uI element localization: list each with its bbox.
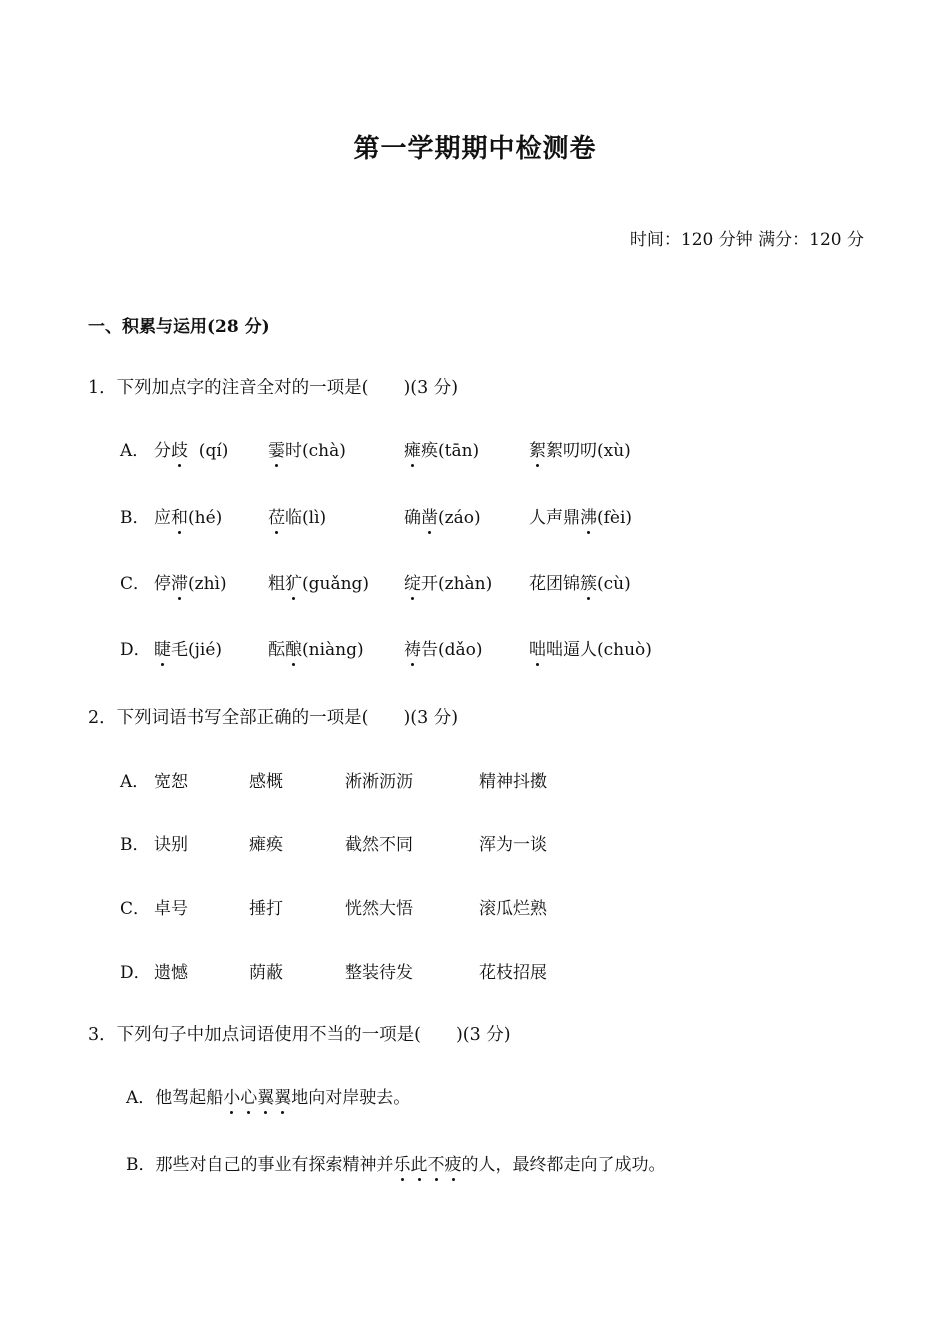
q2-option-d-word-2: 荫蔽 (249, 963, 283, 983)
q1-option-d-item-2: 酝酿(niàng) (268, 635, 364, 660)
emphasis-dot-char: 歧 (171, 436, 188, 461)
emphasis-dot-char: 沸 (580, 503, 597, 528)
q1-option-b-item-1: 应和(hé) (154, 503, 222, 528)
q1-option-a-label: A． (120, 441, 150, 461)
q1-option-b-item-4: 人声鼎沸(fèi) (529, 503, 632, 528)
q2-option-b-word-1: 诀别 (154, 835, 188, 855)
page-title: 第一学期期中检测卷 (353, 134, 597, 164)
q2-option-d-word-4: 花枝招展 (479, 963, 547, 983)
emphasis-dot-char: 此 (411, 1150, 428, 1175)
emphasis-dot-char: 小 (223, 1083, 240, 1108)
q1-option-d-item-4: 咄咄逼人(chuò) (529, 635, 652, 660)
emphasis-dot-char: 绽 (404, 569, 421, 594)
emphasis-dot-char: 祷 (404, 635, 421, 660)
q2-option-b-word-4: 浑为一谈 (479, 835, 547, 855)
emphasis-dot-char: 疲 (445, 1150, 462, 1175)
q1-option-b-item-3: 确凿(záo) (404, 503, 481, 528)
q2-option-c-word-3: 恍然大悟 (345, 899, 413, 919)
q2-option-d-label: D． (120, 963, 151, 983)
emphasis-dot-char: 不 (428, 1150, 445, 1175)
q1-option-c-label: C． (120, 574, 151, 594)
q2-option-a-word-2: 感概 (249, 772, 283, 792)
q3-option-a: A．他驾起船小心翼翼地向对岸驶去。 (126, 1083, 410, 1108)
q1-option-d-item-1: 睫毛(jié) (154, 635, 222, 660)
q2-option-c-word-1: 卓号 (154, 899, 188, 919)
q1-option-c-item-4: 花团锦簇(cù) (529, 569, 631, 594)
q2-option-b-word-2: 瘫痪 (249, 835, 283, 855)
q2-option-c-word-2: 捶打 (249, 899, 283, 919)
question-2-stem: 2．下列词语书写全部正确的一项是( )(3 分) (88, 708, 459, 728)
q2-option-a-word-1: 宽恕 (154, 772, 188, 792)
q2-option-b-word-3: 截然不同 (345, 835, 413, 855)
emphasis-dot-char: 酿 (285, 635, 302, 660)
q3-option-b: B．那些对自己的事业有探索精神并乐此不疲的人，最终都走向了成功。 (126, 1150, 666, 1175)
q1-option-b-label: B． (120, 508, 150, 528)
q1-option-d-item-3: 祷告(dǎo) (404, 635, 483, 660)
emphasis-dot-char: 絮 (529, 436, 546, 461)
q2-option-d-word-3: 整装待发 (345, 963, 413, 983)
q2-option-b-label: B． (120, 835, 150, 855)
q1-option-a-item-1: 分歧 (qí) (154, 436, 228, 461)
q1-option-a-item-2: 霎时(chà) (268, 436, 346, 461)
question-3-stem: 3．下列句子中加点词语使用不当的一项是( )(3 分) (88, 1025, 511, 1045)
emphasis-dot-char: 滞 (171, 569, 188, 594)
emphasis-dot-char: 翼 (274, 1083, 291, 1108)
emphasis-dot-char: 睫 (154, 635, 171, 660)
q1-option-b-item-2: 莅临(lì) (268, 503, 326, 528)
q2-option-a-word-4: 精神抖擞 (479, 772, 547, 792)
section-heading: 一、积累与运用(28 分) (88, 317, 270, 337)
q1-option-a-item-3: 瘫痪(tān) (404, 436, 479, 461)
emphasis-dot-char: 心 (240, 1083, 257, 1108)
q2-option-c-label: C． (120, 899, 151, 919)
q1-option-c-item-2: 粗犷(guǎng) (268, 569, 369, 594)
emphasis-dot-char: 瘫 (404, 436, 421, 461)
q2-option-a-word-3: 淅淅沥沥 (345, 772, 413, 792)
q2-option-c-word-4: 滚瓜烂熟 (479, 899, 547, 919)
q1-option-a-item-4: 絮絮叨叨(xù) (529, 436, 631, 461)
q2-option-d-word-1: 遗憾 (154, 963, 188, 983)
emphasis-dot-char: 霎 (268, 436, 285, 461)
emphasis-dot-char: 犷 (285, 569, 302, 594)
exam-meta: 时间：120 分钟 满分：120 分 (629, 230, 864, 250)
emphasis-dot-char: 咄 (529, 635, 546, 660)
emphasis-dot-char: 簇 (580, 569, 597, 594)
emphasis-dot-char: 乐 (394, 1150, 411, 1175)
emphasis-dot-char: 和 (171, 503, 188, 528)
q2-option-a-label: A． (120, 772, 150, 792)
emphasis-dot-char: 凿 (421, 503, 438, 528)
emphasis-dot-char: 翼 (257, 1083, 274, 1108)
question-1-stem: 1．下列加点字的注音全对的一项是( )(3 分) (88, 378, 459, 398)
q1-option-d-label: D． (120, 640, 151, 660)
emphasis-dot-char: 莅 (268, 503, 285, 528)
q1-option-c-item-1: 停滞(zhì) (154, 569, 227, 594)
q1-option-c-item-3: 绽开(zhàn) (404, 569, 492, 594)
